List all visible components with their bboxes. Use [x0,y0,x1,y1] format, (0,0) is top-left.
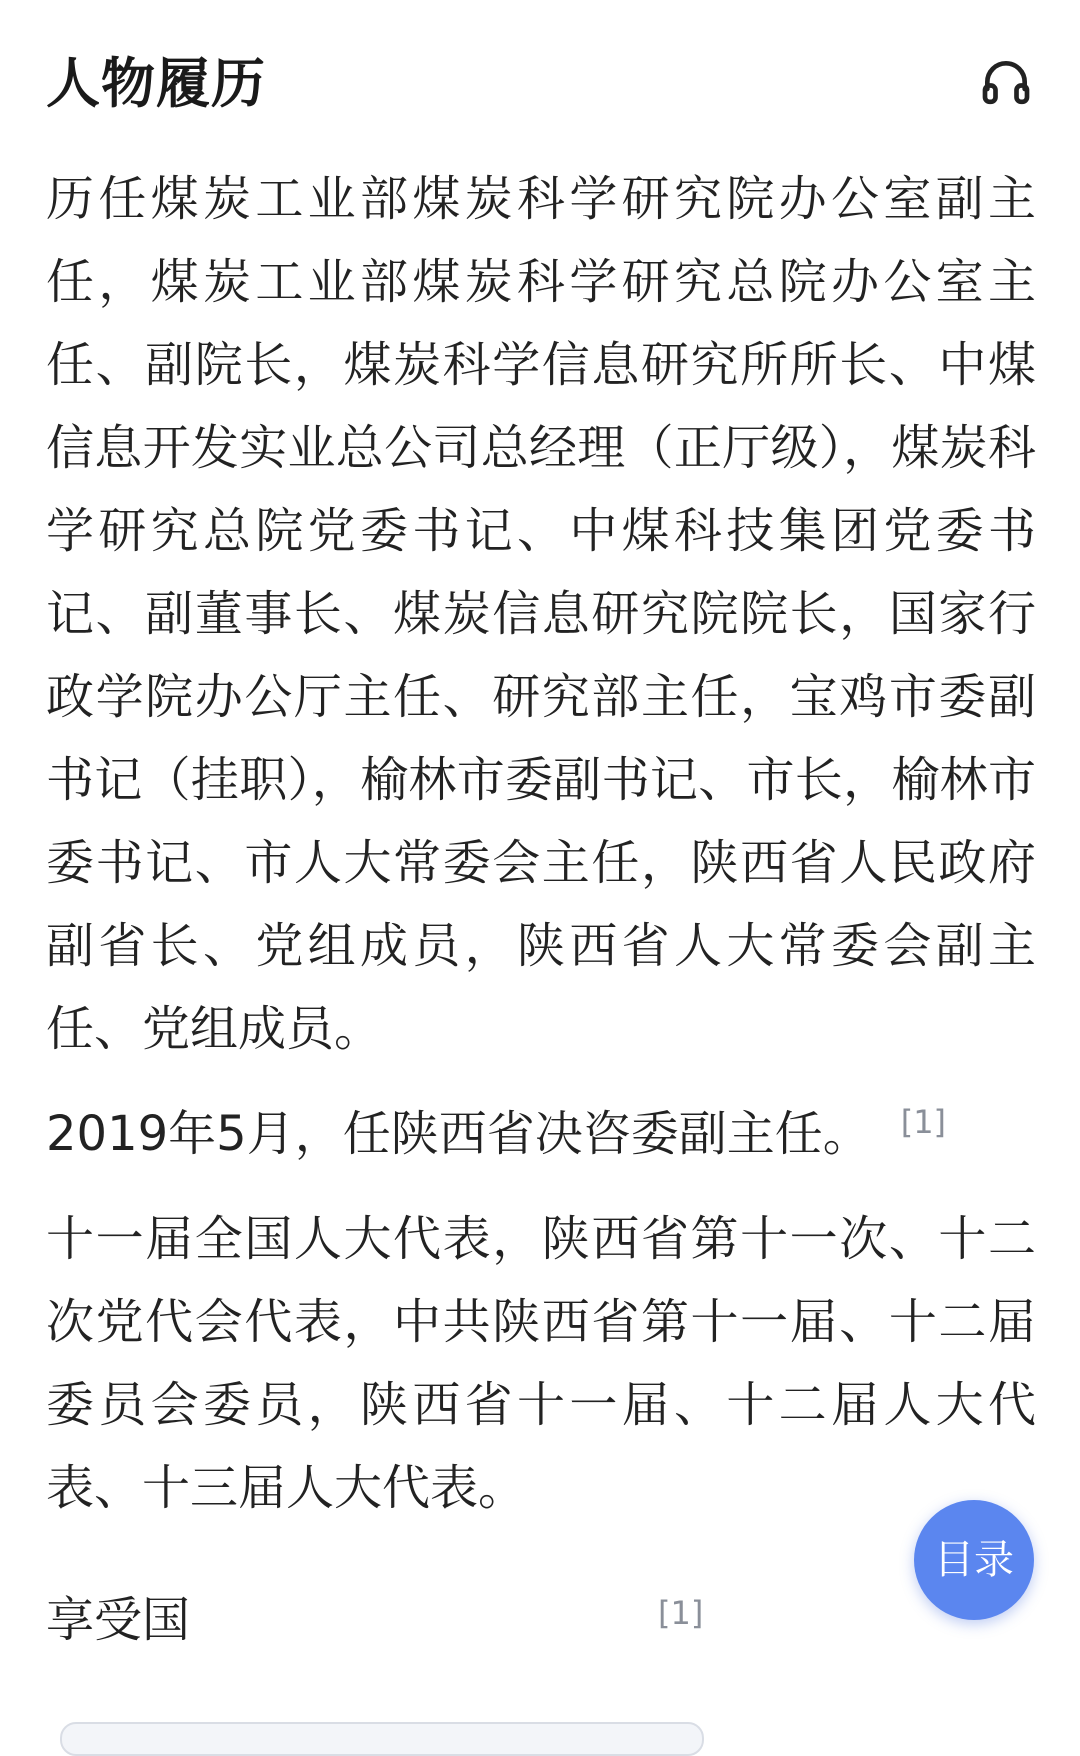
representative-paragraph: 十一届全国人大代表，陕西省第十一次、十二次党代会代表，中共陕西省第十一届、十二届委员会委员，陕西省十一届、十二届人大代表、十三届人大代表。 [46,1211,1036,1516]
appointment-paragraph [46,1093,1036,1176]
reference-link[interactable]: [1] [658,1594,704,1632]
truncated-text: 享受国 [46,1592,191,1648]
appointment-text: 2019年5月，任陕西省决咨委副主任。 [46,1106,871,1162]
truncated-paragraph [46,1585,1036,1655]
listen-button[interactable] [976,52,1036,112]
bottom-input-bar[interactable] [60,1722,704,1756]
headphones-icon [978,54,1034,110]
table-of-contents-button[interactable]: 目录 [914,1500,1034,1620]
article-body [46,158,1036,1530]
section-title: 人物履历 [46,52,266,115]
section-header [46,44,1036,124]
reference-link[interactable]: [1] [900,1103,947,1141]
career-paragraph: 历任煤炭工业部煤炭科学研究院办公室副主任，煤炭工业部煤炭科学研究总院办公室主任、副院长，煤炭科学信息研究所所长、中煤信息开发实业总公司总经理（正厅级），煤炭科学研究总院党委书记、中煤科技集团党委书记、副董事长、煤炭信息研究院院长，国家行政学院办公厅主任、研究部主任，宝鸡市委副书记（挂职），榆林市委副书记、市长，榆林市委书记、市人大常委会主任，陕西省人民政府副省长、党组成员，陕西省人大常委会副主任、党组成员。 [46,171,1036,1057]
